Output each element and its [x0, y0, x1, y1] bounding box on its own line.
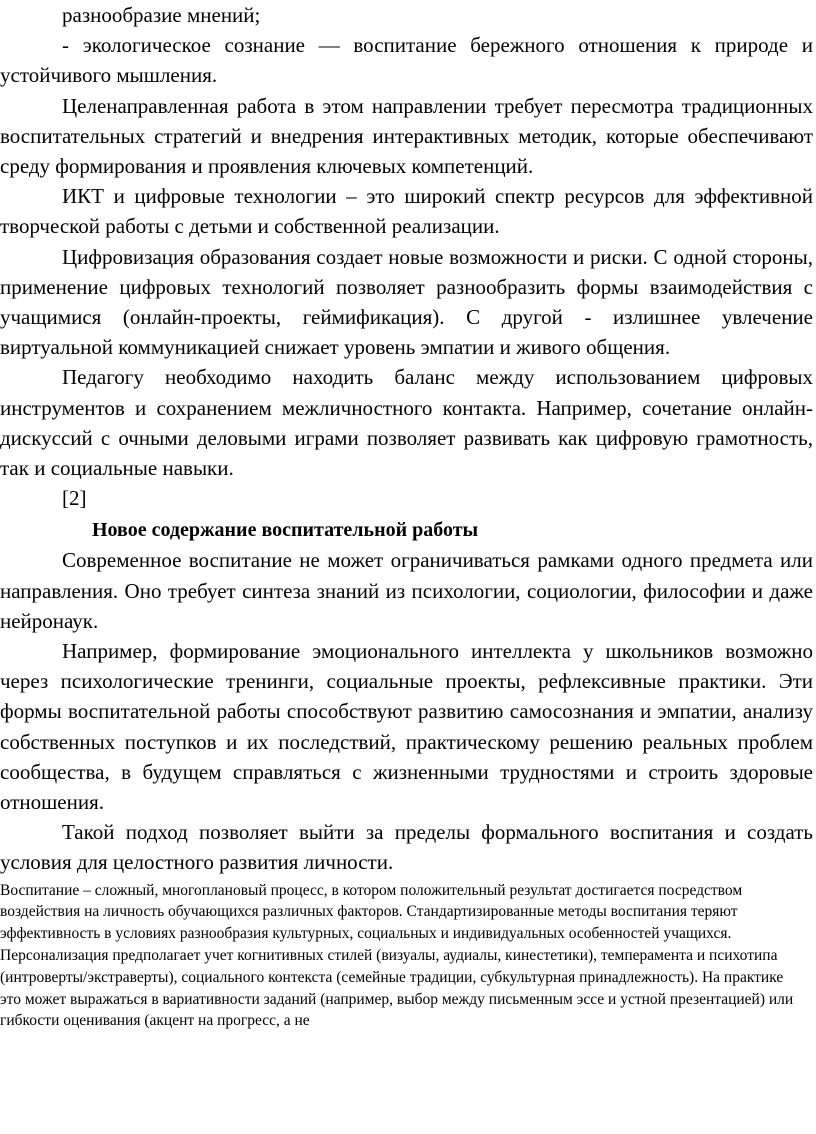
section-heading: Новое содержание воспитательной работы: [92, 519, 479, 542]
citation-reference: [2]: [62, 486, 87, 511]
paragraph-digitalization: Цифровизация образования создает новые возможности и риски. С одной стороны, применение цифровых технологий позволяет разнообразить формы взаимодействия с учащимися (онлайн-проекты, геймификация). С другой - излишнее увлечение виртуальной коммуникацией снижает уровень эмпатии и живого общения.: [0, 244, 813, 360]
paragraph-modern-education: Современное воспитание не может ограничиваться рамками одного предмета или направления. Оно требует синтеза знаний из психологии, социологии, философии и даже нейронаук.: [0, 548, 813, 633]
paragraph-personalization: Воспитание – сложный, многоплановый процесс, в котором положительный результат достигается посредством воздействия на личность обучающихся различных факторов. Стандартизированные методы воспитания теряют эффективность в условиях разнообразия культурных, социальных и индивидуальных особенностей учащихся. Персонализация предполагает учет когнитивных стилей (визуалы, аудиалы, кинестетики), темперамента и психотипа (интроверты/экстраверты), социального контекста (семейные традиции, субкультурная принадлежность). На практике это может выражаться в вариативности заданий (например, выбор между письменным эссе и устной презентацией) или гибкости оценивания (акцент на прогресс, а не: [0, 881, 794, 1030]
paragraph-approach: Такой подход позволяет выйти за пределы формального воспитания и создать условия для целостного развития личности.: [0, 820, 813, 875]
paragraph-ecological-awareness: - экологическое сознание — воспитание бережного отношения к природе и устойчивого мышления.: [0, 33, 813, 88]
paragraph-teacher-balance-text: Педагогу необходимо находить баланс между использованием цифровых инструментов и сохранением межличностного контакта. Например, сочетание онлайн-дискуссий с очными деловыми играми позволяет развивать как цифровую грамотность, так и социальные навыки.: [0, 365, 813, 481]
paragraph-emotional-intelligence: Например, формирование эмоционального интеллекта у школьников возможно через психологические тренинги, социальные проекты, рефлексивные практики. Эти формы воспитательной работы способствуют развитию самосознания и эмпатии, анализу собственных поступков и их последствий, практическому решению реальных проблем сообщества, в будущем справляться с жизненными трудностями и строить здоровые отношения.: [0, 639, 813, 815]
paragraph-teacher-balance: [0, 362, 816, 513]
paragraph-ict: ИКТ и цифровые технологии – это широкий спектр ресурсов для эффективной творческой работы с детьми и собственной реализации.: [0, 184, 813, 239]
paragraph-targeted-work: Целенаправленная работа в этом направлении требует пересмотра традиционных воспитательных стратегий и внедрения интерактивных методик, которые обеспечивают среду формирования и проявления ключевых компетенций.: [0, 93, 813, 179]
paragraph-opinion-diversity: разнообразие мнений;: [62, 3, 261, 27]
